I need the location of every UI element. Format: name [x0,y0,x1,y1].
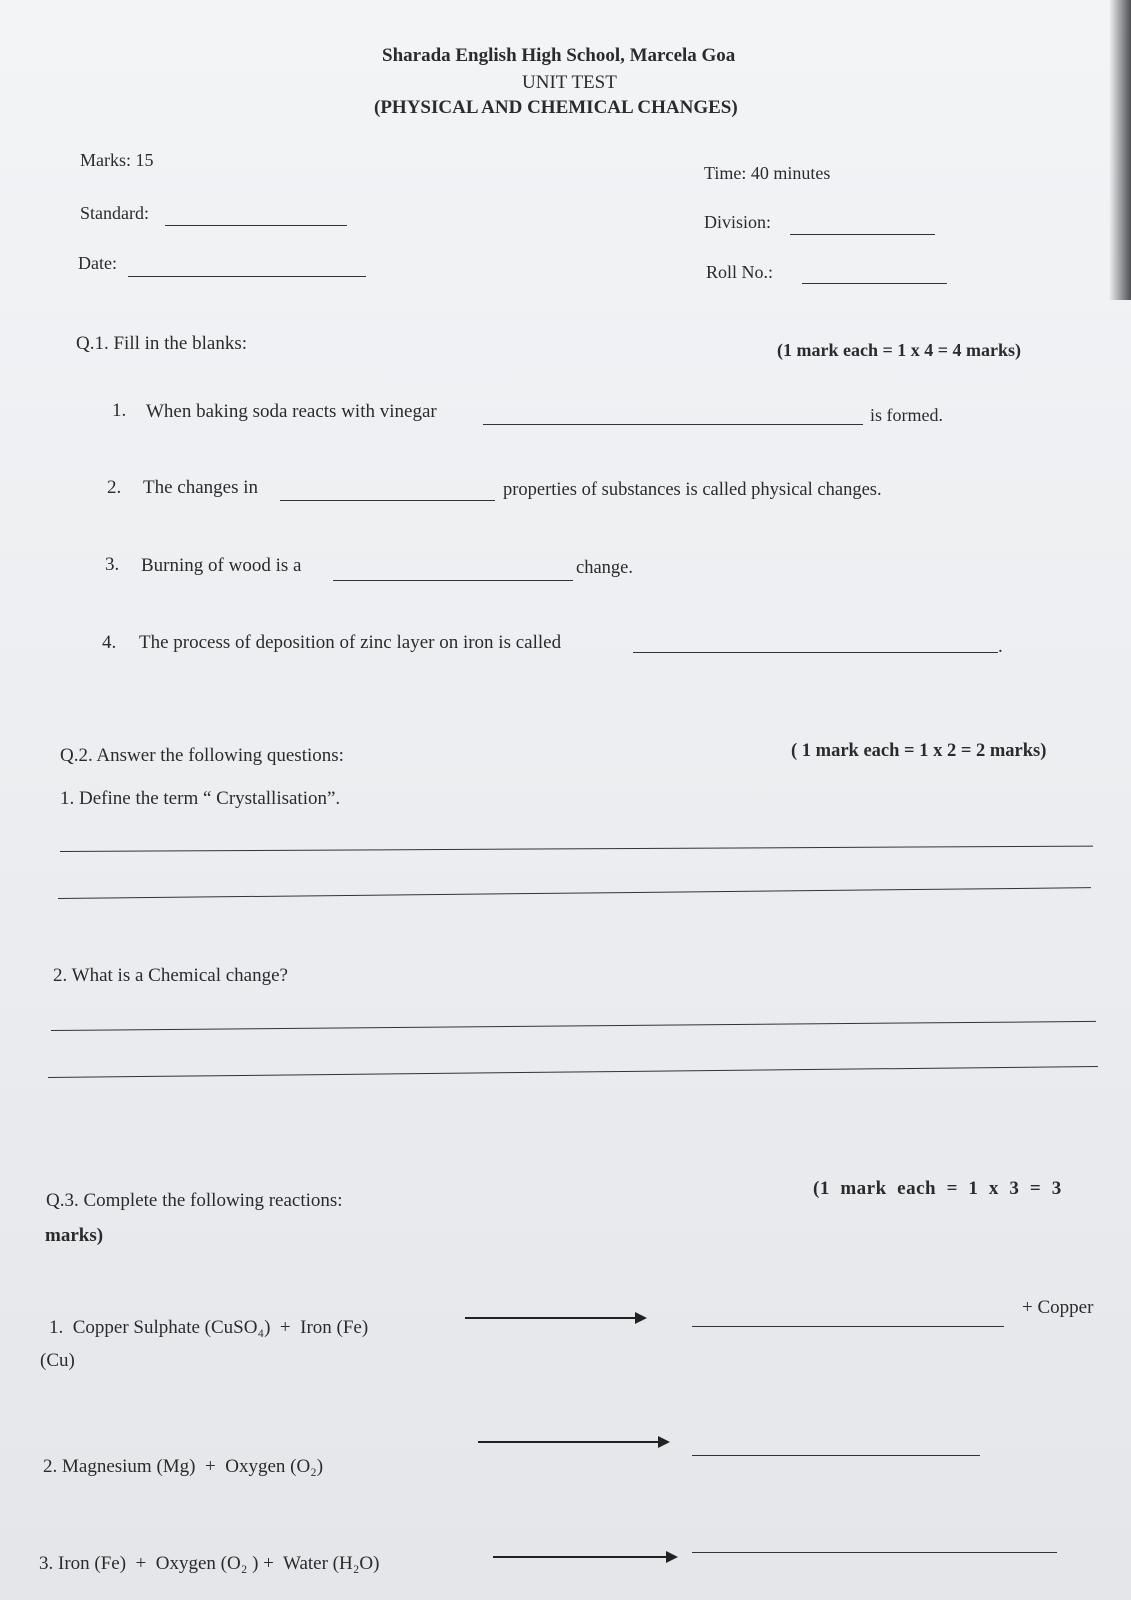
roll-label: Roll No.: [706,262,774,282]
marks-label: Marks: 15 [80,150,154,170]
q1-item-2-text: The changes in [143,477,259,498]
q2-title: Q.2. Answer the following questions: [60,745,344,766]
time-label: Time: 40 minutes [704,163,831,183]
division-label: Division: [704,212,772,232]
q1-item-1-end: is formed. [870,405,943,425]
q1-item-1-blank[interactable] [483,424,863,425]
q1-item-3-number: 3. [105,554,120,575]
q3-item-2-blank[interactable] [692,1455,980,1456]
page-edge-shadow [1109,0,1131,300]
test-title: UNIT TEST [522,72,617,93]
q3-item-3-blank[interactable] [692,1552,1057,1553]
q2-item-2-answer-line-1[interactable] [51,1021,1096,1031]
roll-blank[interactable] [802,283,947,284]
q2-marks: ( 1 mark each = 1 x 2 = 2 marks) [791,741,1047,761]
q1-item-2-blank[interactable] [280,500,495,501]
q3-title: Q.3. Complete the following reactions: [46,1190,343,1211]
q3-item-1-arrow [465,1317,645,1319]
q2-item-1-answer-line-2[interactable] [58,887,1091,899]
q1-item-3-end: change. [576,558,634,578]
q3-item-1-blank[interactable] [692,1326,1004,1327]
q1-item-1-text: When baking soda reacts with vinegar [146,401,437,422]
test-topic: (PHYSICAL AND CHEMICAL CHANGES) [374,97,738,118]
q2-item-1: 1. Define the term “ Crystallisation”. [60,788,341,809]
q3-item-1-product-end: + Copper [1022,1297,1094,1318]
q1-item-3-text: Burning of wood is a [141,555,302,576]
q3-marks: (1 mark each = 1 x 3 = 3 [813,1178,1062,1199]
q1-item-4-blank[interactable] [633,652,998,653]
division-blank[interactable] [790,234,935,235]
q3-marks-continued: marks) [45,1225,104,1246]
standard-blank[interactable] [165,225,347,226]
q3-item-3-arrow [493,1556,676,1558]
q3-item-3-reactants: 3. Iron (Fe) + Oxygen (O₂ ) + Water (H₂O) [39,1553,380,1574]
q1-item-2-number: 2. [107,477,122,498]
date-blank[interactable] [128,276,366,277]
date-label: Date: [78,253,117,273]
q1-item-4-end: . [998,636,1003,657]
q3-item-1-product-continued: (Cu) [40,1350,75,1371]
q3-item-2-arrow [478,1441,668,1443]
standard-label: Standard: [80,203,149,223]
school-name: Sharada English High School, Marcela Goa [382,45,736,66]
q2-item-2-answer-line-2[interactable] [48,1066,1098,1078]
q3-item-2-reactants: 2. Magnesium (Mg) + Oxygen (O₂) [43,1456,324,1477]
q1-item-3-blank[interactable] [333,580,573,581]
q1-item-1-number: 1. [112,400,127,421]
q1-marks: (1 mark each = 1 x 4 = 4 marks) [777,340,1021,360]
q1-item-4-number: 4. [102,632,117,653]
q1-item-4-text: The process of deposition of zinc layer on iron is called [139,632,562,653]
q2-item-2: 2. What is a Chemical change? [53,965,288,986]
q1-title: Q.1. Fill in the blanks: [76,333,247,354]
q2-item-1-answer-line-1[interactable] [60,846,1093,852]
q3-item-1-reactants: 1. Copper Sulphate (CuSO₄) + Iron (Fe) [49,1317,369,1338]
q1-item-2-end: properties of substances is called physical changes. [503,480,882,500]
